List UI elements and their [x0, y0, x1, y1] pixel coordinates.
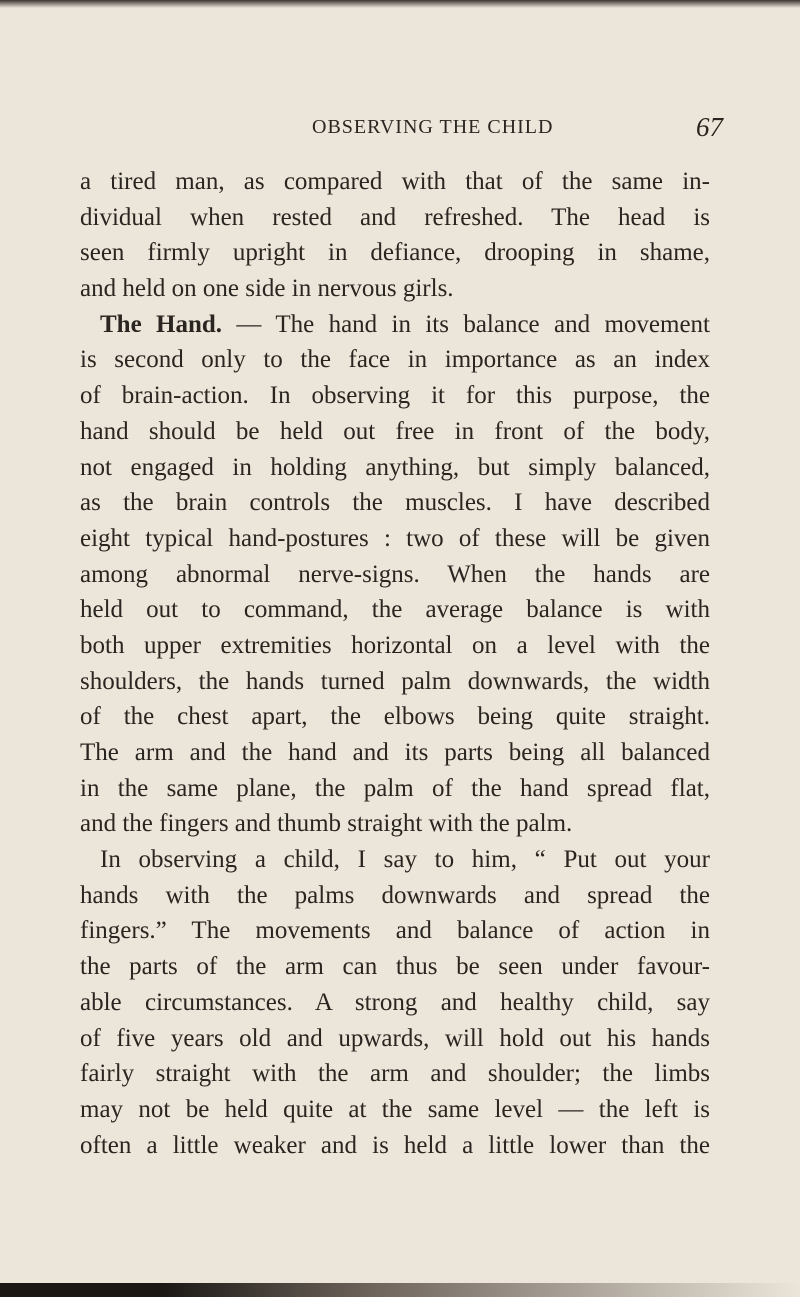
text-line: of the chest apart, the elbows being quite straight.: [80, 703, 710, 731]
text-line: hand should be held out free in front of the body,: [80, 417, 710, 445]
text-line: able circumstances. A strong and healthy child, say: [80, 988, 710, 1016]
text-line: is second only to the face in importance as an index: [80, 346, 710, 374]
text-line: fingers.” The movements and balance of action in: [80, 917, 710, 945]
text-line: as the brain controls the muscles. I have described: [80, 489, 710, 517]
text-line: may not be held quite at the same level — the left is: [80, 1095, 710, 1123]
text-line: among abnormal nerve-signs. When the hands are: [80, 560, 710, 588]
text-line: of five years old and upwards, will hold out his hands: [80, 1024, 710, 1052]
text-line: In observing a child, I say to him, “ Put out your: [100, 846, 710, 874]
text-line: and held on one side in nervous girls.: [80, 275, 454, 303]
text-line: dividual when rested and refreshed. The head is: [80, 203, 710, 231]
text-line-rest: — The hand in its balance and movement: [236, 310, 710, 338]
text-line: and the fingers and thumb straight with the palm.: [80, 810, 573, 838]
text-line-with-heading: [80, 307, 710, 343]
page-number: 67: [696, 112, 723, 142]
running-title: OBSERVING THE CHILD: [312, 116, 554, 138]
section-heading: The Hand.: [100, 310, 223, 338]
text-line: hands with the palms downwards and spread the: [80, 881, 710, 909]
text-line: not engaged in holding anything, but simply balanced,: [80, 453, 710, 481]
text-line: shoulders, the hands turned palm downwards, the width: [80, 667, 710, 695]
text-line: both upper extremities horizontal on a level with the: [80, 631, 710, 659]
text-line: often a little weaker and is held a little lower than the: [80, 1131, 710, 1159]
text-line: fairly straight with the arm and shoulder; the limbs: [80, 1060, 710, 1088]
body-text: [80, 164, 710, 1163]
text-line: of brain-action. In observing it for this purpose, the: [80, 382, 710, 410]
text-line: eight typical hand-postures : two of these will be given: [80, 524, 710, 552]
text-line: the parts of the arm can thus be seen under favour-: [80, 953, 710, 981]
running-head: [80, 112, 723, 146]
text-line: The arm and the hand and its parts being all balanced: [80, 739, 710, 766]
text-line: seen firmly upright in defiance, drooping in shame,: [80, 239, 710, 267]
page-bottom-edge: [0, 1283, 800, 1297]
text-line: in the same plane, the palm of the hand spread flat,: [80, 774, 710, 802]
page-top-edge: [0, 0, 800, 8]
text-line: held out to command, the average balance is with: [80, 596, 710, 624]
text-line: a tired man, as compared with that of the same in-: [80, 168, 710, 195]
